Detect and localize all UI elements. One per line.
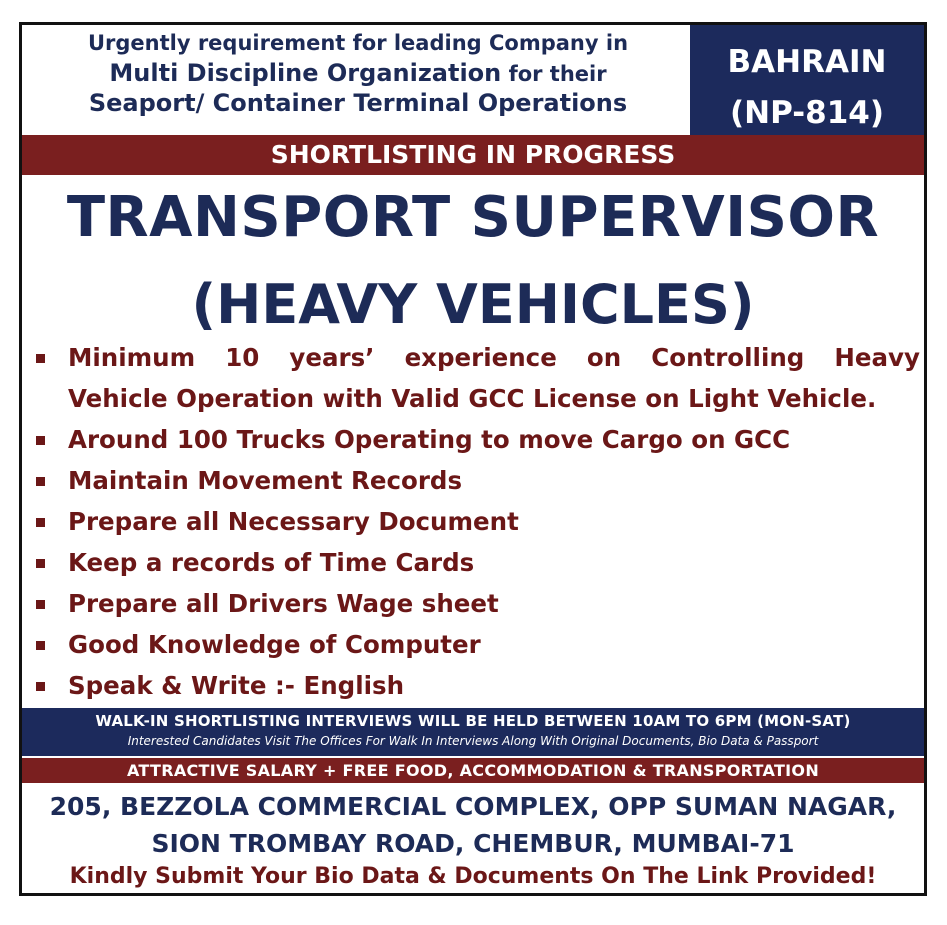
- header-intro: [28, 27, 688, 137]
- list-item: [32, 337, 920, 419]
- benefits-banner: ATTRACTIVE SALARY + FREE FOOD, ACCOMMODATION & TRANSPORTATION: [22, 758, 924, 783]
- bullet-square-icon: [36, 354, 45, 363]
- requirement-line-a: Minimum 10 years’ experience on Controlling Heavy: [68, 343, 920, 372]
- organization-type: Multi Discipline Organization: [109, 59, 502, 87]
- bullet-square-icon: [36, 436, 45, 445]
- walkin-banner: [22, 708, 924, 756]
- address-line-2: SION TROMBAY ROAD, CHEMBUR, MUMBAI-71: [151, 829, 795, 858]
- bullet-square-icon: [36, 518, 45, 527]
- list-item: [32, 501, 920, 542]
- office-address: [22, 788, 924, 862]
- submit-note: Kindly Submit Your Bio Data & Documents On The Link Provided!: [69, 864, 877, 889]
- intro-line-3: Seaport/ Container Terminal Operations: [88, 89, 628, 117]
- list-item: [32, 460, 920, 501]
- bullet-square-icon: [36, 600, 45, 609]
- walkin-schedule: WALK-IN SHORTLISTING INTERVIEWS WILL BE HELD BETWEEN 10AM TO 6PM (MON-SAT): [95, 712, 851, 730]
- address-line-1: 205, BEZZOLA COMMERCIAL COMPLEX, OPP SUMAN NAGAR,: [49, 792, 897, 821]
- bullet-square-icon: [36, 477, 45, 486]
- requirement-line-b: Vehicle Operation with Valid GCC License on Light Vehicle.: [68, 384, 877, 413]
- walkin-instructions: Interested Candidates Visit The Offices For Walk In Interviews Along With Original Documents, Bio Data & Passport: [127, 734, 819, 748]
- job-subtitle: (HEAVY VEHICLES): [191, 273, 755, 336]
- location-country: BAHRAIN: [727, 44, 887, 80]
- job-advert-poster: [19, 22, 927, 896]
- job-title: TRANSPORT SUPERVISOR: [66, 185, 880, 250]
- status-banner: SHORTLISTING IN PROGRESS: [22, 135, 924, 175]
- list-item: [32, 624, 920, 665]
- requirement-text: Around 100 Trucks Operating to move Cargo on GCC: [68, 425, 791, 454]
- intro-line-2-tail: for their: [501, 62, 607, 86]
- list-item: [32, 419, 920, 460]
- list-item: [32, 542, 920, 583]
- requirement-text: Prepare all Necessary Document: [68, 507, 519, 536]
- requirement-text: Maintain Movement Records: [68, 466, 463, 495]
- requirement-text: Keep a records of Time Cards: [68, 548, 475, 577]
- requirement-text: Good Knowledge of Computer: [68, 630, 481, 659]
- intro-line-2: [28, 59, 688, 87]
- list-item: [32, 665, 920, 706]
- bullet-square-icon: [36, 682, 45, 691]
- list-item: [32, 583, 920, 624]
- location-badge: [690, 25, 924, 135]
- reference-code: (NP-814): [729, 95, 885, 131]
- bullet-square-icon: [36, 559, 45, 568]
- requirement-text: Speak & Write :- English: [68, 671, 405, 700]
- bullet-square-icon: [36, 641, 45, 650]
- requirements-list: [32, 337, 920, 706]
- intro-line-1: Urgently requirement for leading Company in: [87, 31, 629, 55]
- requirement-text: Prepare all Drivers Wage sheet: [68, 589, 499, 618]
